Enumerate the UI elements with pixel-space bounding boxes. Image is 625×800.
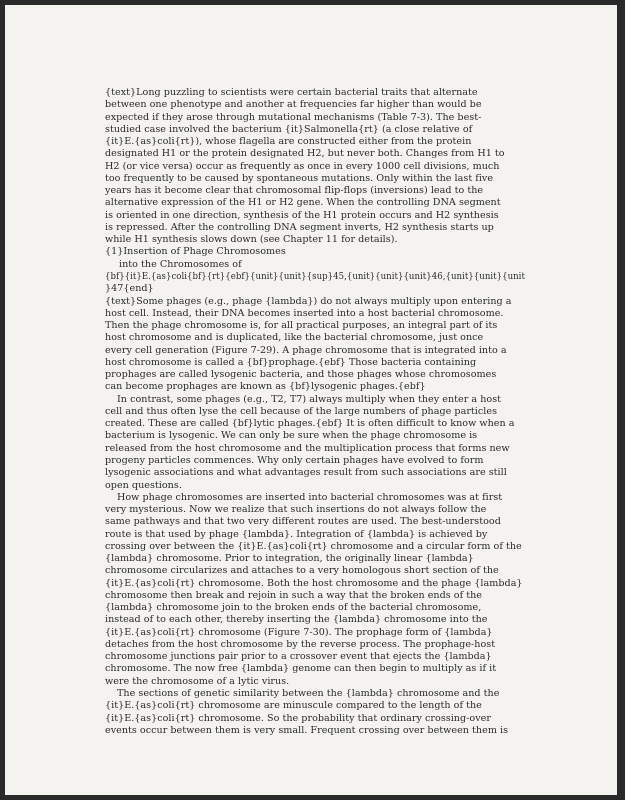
text-line: cell and thus often lyse the cell because of the large numbers of phage particles bbox=[105, 405, 498, 417]
text-line: {lambda} chromosome. Prior to integration, the originally linear {lambda} bbox=[105, 553, 474, 565]
text-line: host chromosome and is duplicated, like the bacterial chromosome, just once bbox=[105, 332, 484, 344]
text-line: between one phenotype and another at frequencies far higher than would be bbox=[105, 99, 482, 111]
text-line: expected if they arose through mutational mechanisms (Table 7-3). The best- bbox=[105, 111, 482, 123]
text-line: alternative expression of the H1 or H2 gene. When the controlling DNA segment bbox=[105, 197, 501, 209]
text-line: H2 (or vice versa) occur as frequently as once in every 1000 cell divisions, much bbox=[105, 160, 500, 172]
text-line: is oriented in one direction, synthesis of the H1 protein occurs and H2 synthesis bbox=[105, 209, 499, 221]
text-line: }47{end} bbox=[105, 283, 154, 295]
text-line: same pathways and that two very different routes are used. The best-understood bbox=[105, 516, 501, 528]
text-line: while H1 synthesis slows down (see Chapter 11 for details). bbox=[105, 234, 398, 246]
text-line: events occur between them is very small. Frequent crossing over between them is bbox=[105, 724, 509, 736]
text-line: {text}Some phages (e.g., phage {lambda}) do not always multiply upon entering a bbox=[105, 295, 512, 307]
text-line: {lambda} chromosome join to the broken ends of the bacterial chromosome, bbox=[105, 602, 482, 614]
text-line: Then the phage chromosome is, for all practical purposes, an integral part of its bbox=[105, 320, 498, 332]
text-line: years has it become clear that chromosomal flip-flops (inversions) lead to the bbox=[105, 185, 484, 197]
text-line: very mysterious. Now we realize that such insertions do not always follow the bbox=[105, 504, 487, 516]
text-line: progeny particles commences. Why only certain phages have evolved to form bbox=[105, 454, 484, 466]
text-line: chromosome junctions pair prior to a crossover event that ejects the {lambda} bbox=[105, 651, 492, 663]
text-line: bacterium is lysogenic. We can only be sure when the phage chromosome is bbox=[105, 430, 478, 442]
text-line: {it}E.{as}coli{rt} chromosome. Both the host chromosome and the phage {lambda} bbox=[105, 577, 523, 589]
text-line: route is that used by phage {lambda}. Integration of {lambda} is achieved by bbox=[105, 528, 488, 540]
text-line: {it}E.{as}coli{rt} chromosome are minuscule compared to the length of the bbox=[105, 700, 482, 712]
document-page bbox=[5, 5, 617, 795]
text-line: In contrast, some phages (e.g., T2, T7) always multiply when they enter a host bbox=[117, 393, 502, 405]
text-line: host chromosome is called a {bf}prophage.{ebf} Those bacteria containing bbox=[105, 356, 477, 368]
text-line: The sections of genetic similarity between the {lambda} chromosome and the bbox=[117, 688, 500, 700]
text-line: prophages are called lysogenic bacteria, and those phages whose chromosomes bbox=[105, 369, 497, 381]
text-line: chromosome then break and rejoin in such a way that the broken ends of the bbox=[105, 589, 482, 601]
text-line: detaches from the host chromosome by the reverse process. The prophage-host bbox=[105, 638, 496, 650]
text-line: crossing over between the {it}E.{as}coli{rt} chromosome and a circular form of the bbox=[105, 540, 522, 552]
text-line: {it}E.{as}coli{rt} chromosome. So the probability that ordinary crossing-over bbox=[105, 712, 491, 724]
text-line: host cell. Instead, their DNA becomes inserted into a host bacterial chromosome. bbox=[105, 307, 504, 319]
text-line: too frequently to be caused by spontaneous mutations. Only within the last five bbox=[105, 172, 494, 184]
text-line: {bf}{it}E.{as}coli{bf}{rt}{ebf}{unit}{unit}{sup}45,{unit}{unit}{unit}46,{unit}{unit}{unit bbox=[105, 270, 525, 282]
text-line: {1}Insertion of Phage Chromosomes bbox=[105, 246, 286, 258]
body-text bbox=[105, 87, 525, 737]
text-line: How phage chromosomes are inserted into bacterial chromosomes was at first bbox=[117, 491, 503, 503]
text-line: were the chromosome of a lytic virus. bbox=[105, 675, 290, 687]
text-line: designated H1 or the protein designated H2, but never both. Changes from H1 to bbox=[105, 148, 505, 160]
text-line: chromosome. The now free {lambda} genome can then begin to multiply as if it bbox=[105, 663, 497, 675]
text-line: {it}E.{as}coli{rt}), whose flagella are constructed either from the protein bbox=[105, 136, 472, 148]
text-line: every cell generation (Figure 7-29). A phage chromosome that is integrated into a bbox=[105, 344, 507, 356]
text-line: instead of to each other, thereby inserting the {lambda} chromosome into the bbox=[105, 614, 488, 626]
text-line: lysogenic associations and what advantages result from such associations are still bbox=[105, 467, 507, 479]
text-line: into the Chromosomes of bbox=[119, 258, 242, 270]
text-line: {text}Long puzzling to scientists were certain bacterial traits that alternate bbox=[105, 87, 478, 98]
text-line: is repressed. After the controlling DNA segment inverts, H2 synthesis starts up bbox=[105, 221, 494, 233]
text-line: released from the host chromosome and the multiplication process that forms new bbox=[105, 442, 510, 454]
text-line: studied case involved the bacterium {it}Salmonella{rt} (a close relative of bbox=[105, 123, 473, 135]
text-line: open questions. bbox=[105, 479, 182, 491]
text-line: chromosome circularizes and attaches to a very homologous short section of the bbox=[105, 565, 499, 577]
text-line: created. These are called {bf}lytic phages.{ebf} It is often difficult to know when a bbox=[105, 418, 515, 430]
text-line: can become prophages are known as {bf}lysogenic phages.{ebf} bbox=[105, 381, 426, 393]
text-line: {it}E.{as}coli{rt} chromosome (Figure 7-30). The prophage form of {lambda} bbox=[105, 626, 493, 638]
